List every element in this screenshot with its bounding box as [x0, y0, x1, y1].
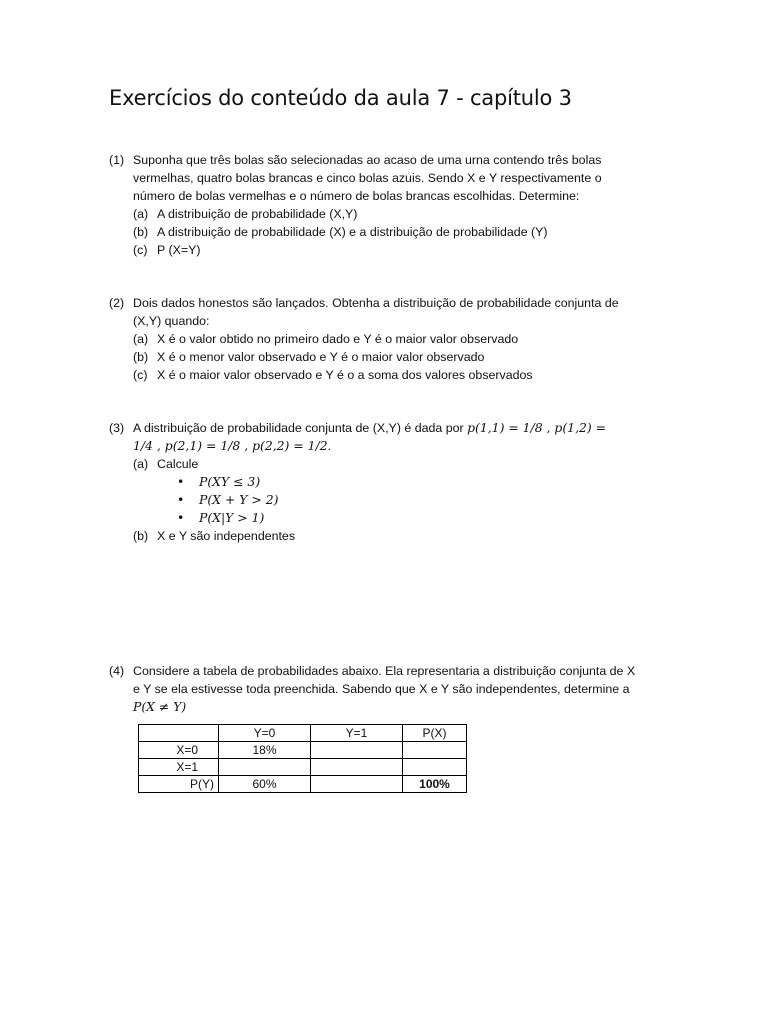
- table-row-header: X=1: [139, 759, 219, 776]
- bullet-icon: •: [177, 474, 185, 489]
- question-text: [133, 294, 654, 330]
- text-line: número de bolas vermelhas e o número de bolas brancas escolhidas. Determine:: [133, 189, 580, 203]
- sub-item-label: (b): [133, 225, 149, 239]
- table-cell: [311, 776, 403, 793]
- sub-item-b: [133, 527, 654, 545]
- question-number: (2): [109, 296, 125, 310]
- math-expression: P(XY ≤ 3): [199, 474, 261, 489]
- sub-item-a: [133, 455, 654, 473]
- sub-item-text: X é o maior valor observado e Y é o a soma dos valores observados: [157, 368, 533, 382]
- table-cell: [311, 742, 403, 759]
- table-row: [139, 776, 467, 793]
- sub-item-label: (a): [133, 332, 149, 346]
- sub-item-text: X é o menor valor observado e Y é o maior valor observado: [157, 350, 485, 364]
- bullet-item: [177, 509, 654, 527]
- table-row-header: X=0: [139, 742, 219, 759]
- sub-item-label: (a): [133, 457, 149, 471]
- question-3: [109, 419, 654, 545]
- table-cell: 60%: [219, 776, 311, 793]
- question-number: (3): [109, 421, 125, 435]
- question-text: [133, 419, 654, 455]
- text-line: [133, 698, 654, 716]
- sub-item-b: [133, 223, 654, 241]
- sub-item-label: (b): [133, 350, 149, 364]
- text-fragment: .: [327, 439, 332, 453]
- bullet-icon: •: [177, 492, 185, 507]
- text-line: Suponha que três bolas são selecionadas ao acaso de uma urna contendo três bolas: [133, 153, 602, 167]
- question-number: (4): [109, 664, 125, 678]
- sub-item-c: [133, 241, 654, 259]
- text-fragment: A distribuição de probabilidade conjunta de (X,Y) é dada por: [133, 421, 468, 435]
- sub-item-c: [133, 366, 654, 384]
- probability-table: [138, 724, 467, 793]
- sub-item-text: A distribuição de probabilidade (X) e a distribuição de probabilidade (Y): [157, 225, 548, 239]
- page-title: Exercícios do conteúdo da aula 7 - capítulo 3: [109, 86, 572, 110]
- sub-item-text: P (X=Y): [157, 243, 201, 257]
- text-line: Dois dados honestos são lançados. Obtenha a distribuição de probabilidade conjunta de: [133, 296, 619, 310]
- question-number: (1): [109, 153, 125, 167]
- table-cell: [219, 759, 311, 776]
- table-cell: [139, 725, 219, 742]
- question-text: [133, 662, 654, 716]
- table-header-cell: P(X): [403, 725, 467, 742]
- table-cell: 100%: [403, 776, 467, 793]
- sub-item-label: (c): [133, 368, 148, 382]
- sub-item-label: (c): [133, 243, 148, 257]
- question-2: [109, 294, 654, 384]
- table-cell: [403, 759, 467, 776]
- bullet-item: [177, 491, 654, 509]
- sub-item-text: X e Y são independentes: [157, 529, 296, 543]
- sub-item-text: X é o valor obtido no primeiro dado e Y é o maior valor observado: [157, 332, 519, 346]
- table-cell: [403, 742, 467, 759]
- sub-item-b: [133, 348, 654, 366]
- bullet-item: [177, 473, 654, 491]
- math-expression: P(X|Y > 1): [199, 510, 265, 525]
- text-line: [133, 419, 654, 437]
- sub-item-text: A distribuição de probabilidade (X,Y): [157, 207, 358, 221]
- table-row: [139, 759, 467, 776]
- sub-item-text: Calcule: [157, 457, 199, 471]
- text-line: (X,Y) quando:: [133, 314, 210, 328]
- table-header-cell: Y=1: [311, 725, 403, 742]
- table-row: [139, 742, 467, 759]
- text-line: e Y se ela estivesse toda preenchida. Sabendo que X e Y são independentes, determine a: [133, 682, 630, 696]
- text-line: [133, 437, 654, 455]
- sub-item-label: (b): [133, 529, 149, 543]
- sub-item-a: [133, 205, 654, 223]
- math-expression: P(X + Y > 2): [199, 492, 279, 507]
- table-cell: [311, 759, 403, 776]
- table-header-cell: Y=0: [219, 725, 311, 742]
- table-cell: 18%: [219, 742, 311, 759]
- question-text: [133, 151, 654, 205]
- question-1: [109, 151, 654, 259]
- table-row-header: P(Y): [139, 776, 219, 793]
- table-header-row: [139, 725, 467, 742]
- math-expression: P(X ≠ Y): [133, 699, 187, 714]
- text-line: Considere a tabela de probabilidades abaixo. Ela representaria a distribuição conjunta de X: [133, 664, 636, 678]
- question-4: [109, 662, 654, 716]
- math-expression: p(1,1) = 1/8 , p(1,2) =: [467, 420, 607, 435]
- text-line: vermelhas, quatro bolas brancas e cinco bolas azuis. Sendo X e Y respectivamente o: [133, 171, 602, 185]
- math-expression: 1/4 , p(2,1) = 1/8 , p(2,2) = 1/2: [133, 438, 328, 453]
- sub-item-label: (a): [133, 207, 149, 221]
- bullet-icon: •: [177, 510, 185, 525]
- sub-item-a: [133, 330, 654, 348]
